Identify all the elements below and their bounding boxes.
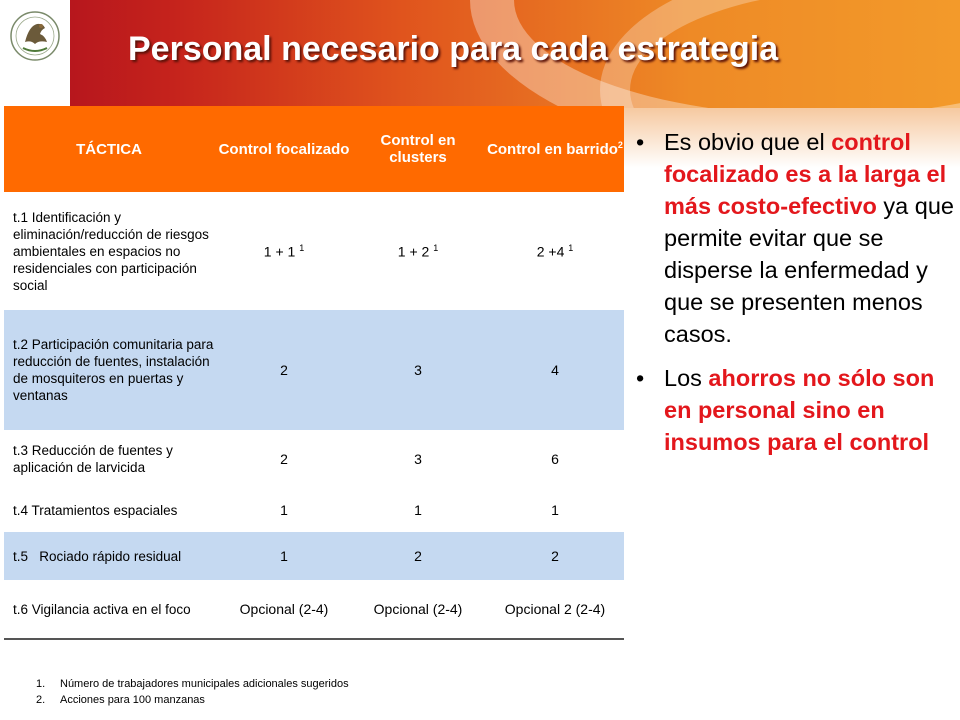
value-cell: 2 +4 $^1$: [536, 242, 574, 260]
footnote: 2. Acciones para 100 manzanas: [36, 694, 205, 706]
table-divider: [4, 638, 624, 640]
bullet-list: [634, 126, 954, 458]
footnote: 1. Número de trabajadores municipales adicionales sugeridos: [36, 678, 349, 690]
table-row: [4, 430, 624, 488]
value-cell: 1 + 2 $^1$: [397, 242, 439, 260]
logo-label: SALUD: [6, 90, 49, 104]
value-cell: 1: [414, 502, 422, 518]
bullet-text: Es obvio que el: [664, 129, 832, 155]
bullet-item: [634, 126, 954, 350]
column-header-focalizado: Control focalizado: [218, 140, 350, 158]
value-cell: 1: [280, 502, 288, 518]
bullet-emphasis: ahorros no sólo son en personal sino en insumos para el control: [664, 365, 935, 455]
column-header-barrido: Control en barrido$^2$: [487, 140, 623, 158]
tactic-cell: t.6 Vigilancia activa en el foco: [13, 601, 191, 617]
bullet-dot-icon: •: [636, 129, 645, 155]
column-header-clusters: Control en clusters: [380, 132, 456, 166]
table-row: [4, 580, 624, 638]
value-cell: 4: [551, 362, 559, 378]
bullet-dot-icon: •: [636, 365, 645, 391]
table-row: [4, 532, 624, 580]
value-cell: Opcional 2 (2-4): [504, 601, 606, 617]
value-cell: 3: [414, 451, 422, 467]
table-row: [4, 310, 624, 430]
tactic-cell: t.3 Reducción de fuentes y aplicación de larvicida: [13, 443, 173, 475]
value-cell: 1 + 1 $^1$: [263, 242, 305, 260]
tactic-cell: t.2 Participación comunitaria para reducción de fuentes, instalación de mosquiteros en puertas y ventanas: [13, 337, 214, 403]
page-title: Personal necesario para cada estrategia: [128, 30, 779, 68]
bullet-item: [634, 362, 954, 458]
value-cell: 6: [551, 451, 559, 467]
value-cell: 2: [551, 548, 559, 564]
tactic-cell: t.5 Rociado rápido residual: [13, 548, 182, 564]
bullet-emphasis: control focalizado es a la larga el más costo-efectivo: [664, 129, 947, 219]
tactic-cell: t.4 Tratamientos espaciales: [13, 502, 178, 518]
logo: [0, 0, 70, 108]
table-row: [4, 192, 624, 310]
value-cell: Opcional (2-4): [373, 601, 463, 617]
value-cell: 2: [414, 548, 422, 564]
bullet-text: ya que permite evitar que se disperse la enfermedad y que se presenten menos casos.: [664, 193, 954, 347]
value-cell: Opcional (2-4): [239, 601, 329, 617]
column-header-tactic: TÁCTICA: [76, 140, 142, 158]
mexico-seal-icon: [7, 6, 63, 68]
bullet-text: Los: [664, 365, 709, 391]
value-cell: 2: [280, 451, 288, 467]
value-cell: 1: [551, 502, 559, 518]
table-row: [4, 488, 624, 532]
value-cell: 2: [280, 362, 288, 378]
table-header-row: [4, 106, 624, 192]
footnotes: [36, 676, 349, 708]
value-cell: 3: [414, 362, 422, 378]
tactic-cell: t.1 Identificación y eliminación/reducción de riesgos ambientales en espacios no residenciales con participación social: [13, 209, 209, 293]
value-cell: 1: [280, 548, 288, 564]
